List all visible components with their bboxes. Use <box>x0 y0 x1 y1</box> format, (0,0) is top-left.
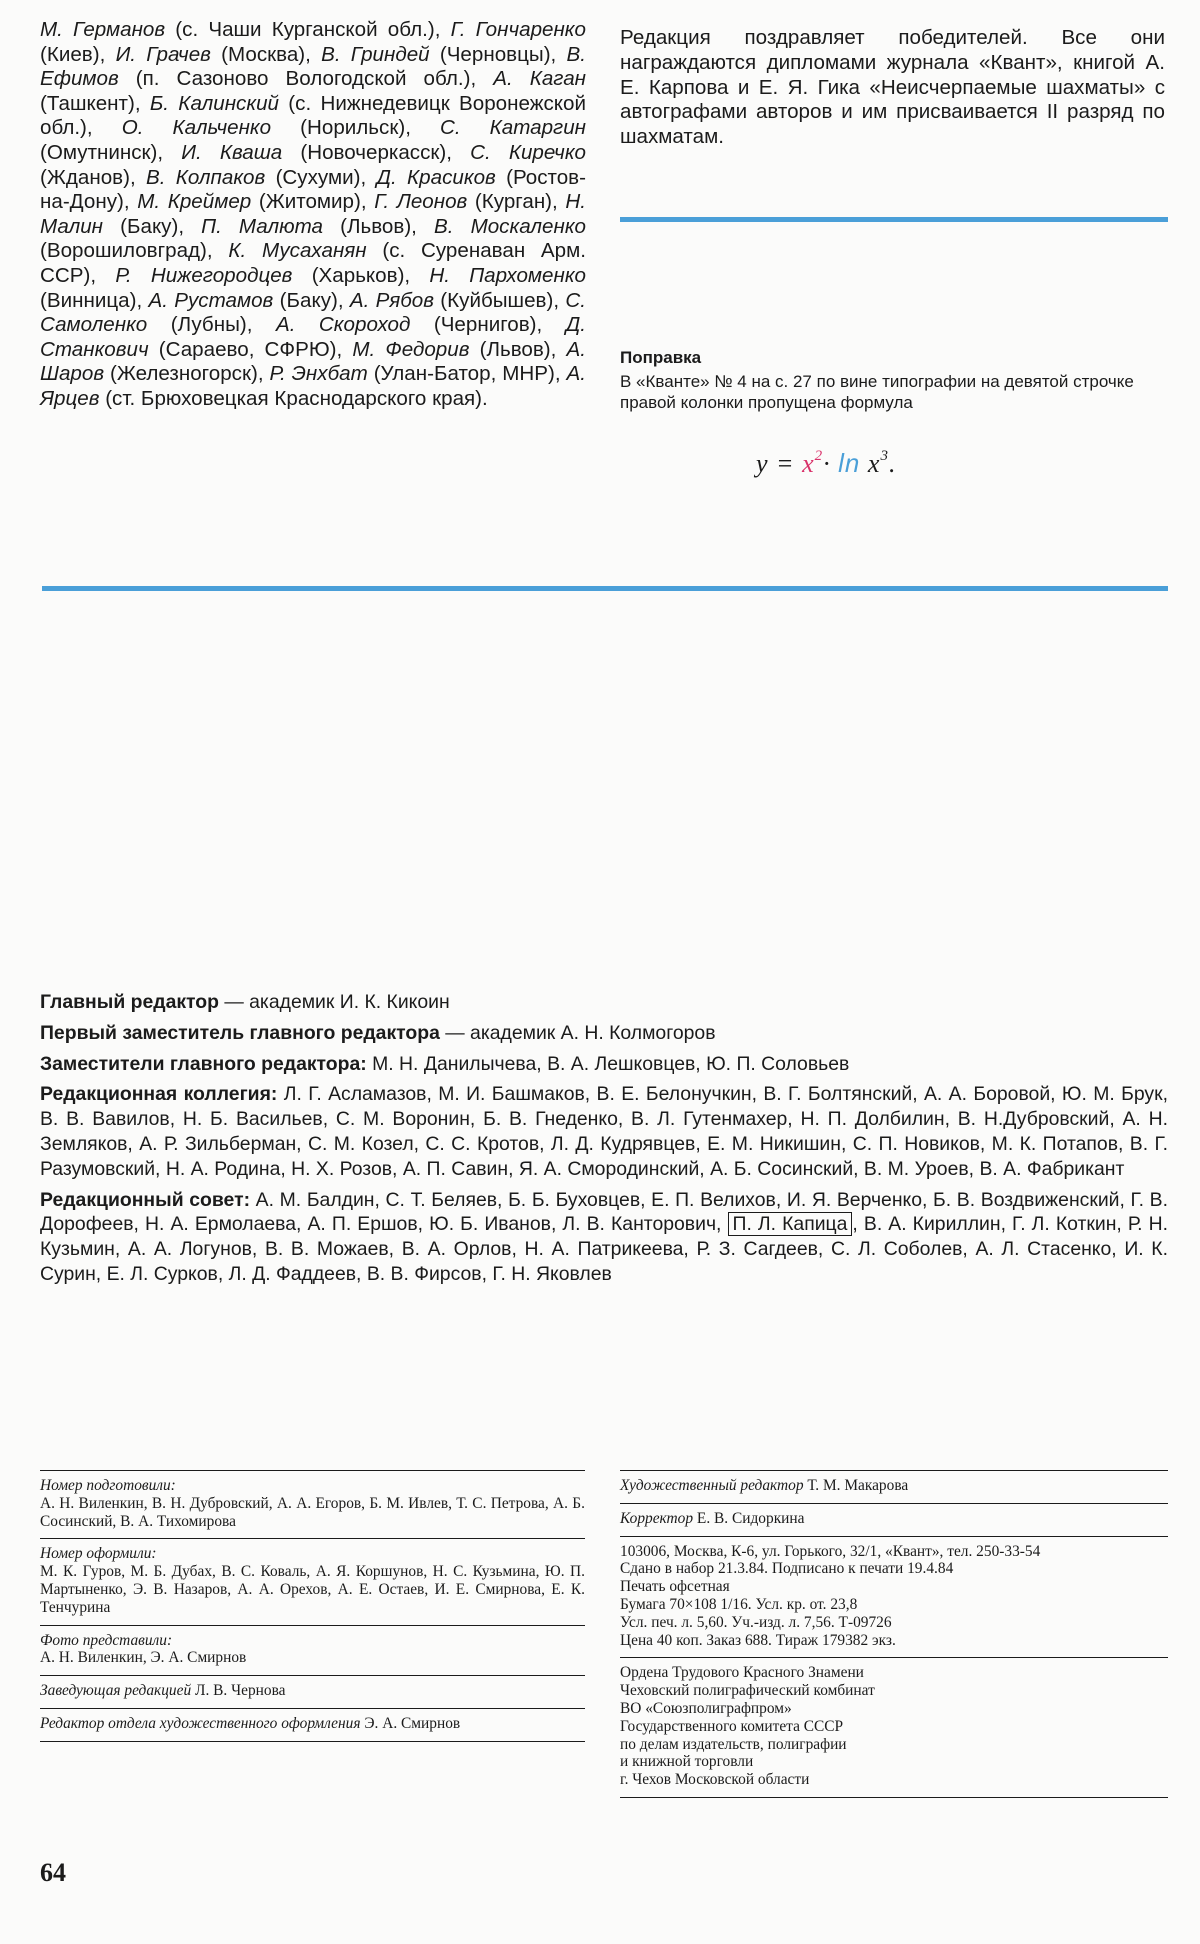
winner-name: И. Кваша <box>181 140 283 164</box>
winner-place: (Ворошиловград), <box>40 239 229 263</box>
credit-block <box>620 1536 1168 1658</box>
council-label: Редакционный совет: <box>40 1188 251 1211</box>
council-names-a: А. М. Балдин, С. Т. Беляев, Б. Б. Буховцев, Е. П. Велихов, И. Я. Верченко, Б. В. Воздвиженский, Г. В. Дорофеев, Н. А. Ермолаева, А. П. Ершов, Ю. Б. Иванов, Л. В. Канторович, <box>40 1188 1168 1236</box>
winner-name: Г. Леонов <box>374 190 468 214</box>
winner-place: (Норильск), <box>271 116 440 140</box>
formula-end: . <box>888 449 897 478</box>
credit-text: Ордена Трудового Красного Знамени Чеховский полиграфический комбинат ВО «Союзполиграфпром» Государственного комитета СССР по делам издательств, полиграфии и книжной торговли г. Чехов Московской области <box>620 1664 875 1789</box>
credit-label: Редактор отдела художественного оформления <box>40 1714 361 1732</box>
chief-name: — академик И. К. Кикоин <box>218 991 450 1013</box>
credit-text: А. Н. Виленкин, Э. А. Смирнов <box>40 1649 247 1667</box>
winner-place: (Сараево, СФРЮ), <box>148 337 353 361</box>
winner-place: (с. Суренаван Арм. ССР), <box>40 239 587 287</box>
council-boxed-name: П. Л. Капица <box>728 1212 853 1236</box>
first-deputy-name: — академик А. Н. Колмогоров <box>439 1021 716 1044</box>
winner-place: (Черновцы), <box>429 42 567 66</box>
correction-body: В «Кванте» № 4 на с. 27 по вине типографии на девятой строчке правой колонки пропущена формула <box>620 372 1134 412</box>
credit-label: Корректор <box>620 1509 694 1527</box>
winner-name: Д. Станкович <box>40 313 586 361</box>
winner-name: Р. Нижегородцев <box>115 263 293 287</box>
credit-block <box>40 1470 585 1538</box>
chief-editor <box>40 990 1168 1015</box>
winner-place: (Сухуми), <box>265 165 377 189</box>
winner-name: М. Германов <box>40 18 166 41</box>
page-number: 64 <box>40 1858 66 1887</box>
winner-place: (Омутнинск), <box>40 140 182 164</box>
winner-place: (Ташкент), <box>40 91 150 115</box>
council <box>40 1188 1168 1287</box>
winner-place: (Харьков), <box>292 263 430 287</box>
winner-name: С. Самоленко <box>40 288 586 337</box>
credit-block <box>620 1503 1168 1536</box>
winner-place: (п. Сазоново Вологодской обл.), <box>118 67 494 91</box>
credit-text: Е. В. Сидоркина <box>696 1509 805 1527</box>
winner-name: Д. Красиков <box>376 165 496 189</box>
winner-name: В. Ефимов <box>40 42 586 91</box>
winner-name: Б. Калинский <box>149 91 279 115</box>
winner-name: М. Креймер <box>137 190 252 214</box>
first-deputy <box>40 1021 1168 1046</box>
deputies <box>40 1052 1168 1077</box>
winner-name: М. Федорив <box>352 337 470 361</box>
winner-place: (Львов), <box>469 337 567 361</box>
formula-exp1: 2 <box>814 448 824 464</box>
formula-ln: ln <box>838 448 861 478</box>
credits-left <box>40 1470 585 1742</box>
collegium-names: Л. Г. Асламазов, М. И. Башмаков, В. Е. Белонучкин, В. Г. Болтянский, А. А. Боровой, Ю. М. Брук, В. В. Вавилов, Н. Б. Васильев, С. М. Воронин, Б. В. Гнеденко, В. Л. Гутенмахер, Н. П. Долбилин, В. Н.Дубровский, А. Н. Земляков, А. Р. Зильберман, С. М. Козел, С. С. Кротов, Л. Д. Кудрявцев, Е. М. Никишин, С. П. Новиков, М. К. Потапов, В. Г. Разумовский, Н. А. Родина, Н. Х. Розов, А. П. Савин, Я. А. Смородинский, А. Б. Сосинский, В. М. Уроев, В. А. Фабрикант <box>40 1083 1168 1180</box>
collegium-label: Редакционная коллегия: <box>40 1083 278 1106</box>
winner-place: (Львов), <box>323 214 435 238</box>
credit-block <box>620 1470 1168 1503</box>
winner-place: (ст. Брюховецкая Краснодарского края). <box>99 386 488 410</box>
formula-dot: · <box>823 449 831 478</box>
credit-block <box>40 1675 585 1708</box>
credit-text: Т. М. Макарова <box>807 1477 909 1494</box>
formula-exp2: 3 <box>880 448 889 464</box>
credit-text: А. Н. Виленкин, В. Н. Дубровский, А. А. Егоров, Б. М. Ивлев, Т. С. Петрова, А. Б. Сосинский, В. А. Тихомирова <box>40 1494 585 1530</box>
winner-name: О. Кальченко <box>121 116 272 140</box>
winner-name: А. Рябов <box>349 288 434 312</box>
congratulations-text: Редакция поздравляет победителей. Все они награждаются дипломами журнала «Квант», книгой А. Е. Карпова и Е. Я. Гика «Неисчерпаемые шахматы» с автографами авторов и им присваивается II разряд по шахматам. <box>620 26 1165 149</box>
winner-name: Р. Энхбат <box>269 362 368 386</box>
winner-place: (Улан-Батор, МНР), <box>367 362 567 386</box>
credit-label: Номер подготовили: <box>40 1477 176 1494</box>
winner-name: С. Киречко <box>470 140 586 164</box>
winner-name: Г. Гончаренко <box>450 18 586 41</box>
winner-name: А. Скороход <box>275 313 411 337</box>
credit-text: Э. А. Смирнов <box>364 1714 461 1732</box>
winner-name: А. Каган <box>493 67 587 91</box>
credit-text: Л. В. Чернова <box>195 1682 286 1700</box>
winner-place: (Железногорск), <box>104 362 270 386</box>
winner-place: (Киев), <box>40 42 116 66</box>
credit-block <box>620 1657 1168 1798</box>
credit-label: Художественный редактор <box>620 1477 804 1494</box>
winner-name: Н. Малин <box>40 190 586 238</box>
credit-block <box>40 1538 585 1624</box>
deputies-names: М. Н. Данилычева, В. А. Лешковцев, Ю. П. Соловьев <box>366 1052 850 1075</box>
winner-place: (Ростов-на-Дону), <box>40 165 586 214</box>
credit-text: 103006, Москва, К-6, ул. Горького, 32/1, «Квант», тел. 250-33-54 Сдано в набор 21.3.84. Подписано к печати 19.4.84 Печать офсетная Бумага 70×108 1/16. Усл. кр. от. 23,8 Усл. печ. л. 5,60. Уч.-изд. л. 7,56. Т-09726 Цена 40 коп. Заказ 688. Тираж 179382 экз. <box>620 1542 1041 1649</box>
formula-lhs: y = <box>756 449 795 478</box>
deputies-label: Заместители главного редактора: <box>40 1052 367 1075</box>
correction-title: Поправка <box>620 348 702 367</box>
winner-name: В. Гриндей <box>321 42 430 66</box>
council-names-b: , В. А. Кириллин, Г. Л. Коткин, Р. Н. Кузьмин, А. А. Логунов, В. В. Можаев, В. А. Орлов, Н. А. Патрикеева, Р. З. Сагдеев, С. Л. Соболев, А. Л. Стасенко, И. К. Сурин, Е. Л. Сурков, Л. Д. Фаддеев, В. В. Фирсов, Г. Н. Яковлев <box>40 1213 1168 1285</box>
winner-name: В. Колпаков <box>146 165 266 189</box>
collegium <box>40 1082 1168 1181</box>
credit-label: Фото представили: <box>40 1631 173 1649</box>
winner-place: (Баку), <box>273 288 350 312</box>
credits-right <box>620 1470 1168 1798</box>
chief-label: Главный редактор <box>40 991 219 1013</box>
winner-place: (Новочеркасск), <box>282 140 471 164</box>
formula-x: x <box>802 449 815 478</box>
winner-place: (Лубны), <box>147 313 276 337</box>
credit-label: Номер оформили: <box>40 1545 157 1563</box>
correction-formula <box>756 448 896 479</box>
winner-place: (Жданов), <box>40 165 147 189</box>
blue-divider-full <box>42 586 1168 591</box>
credit-block <box>40 1625 585 1676</box>
winner-name: И. Грачев <box>115 42 211 66</box>
winner-place: (с. Нижнедевицк Воронежской обл.), <box>40 91 586 140</box>
winner-name: А. Шаров <box>40 337 586 386</box>
winner-name: А. Ярцев <box>40 362 586 410</box>
winner-place: (Житомир), <box>251 190 375 214</box>
winner-place: (Винница), <box>40 288 149 312</box>
winner-name: А. Рустамов <box>148 288 274 312</box>
winner-place: (Чернигов), <box>410 313 566 337</box>
winners-list <box>40 18 586 412</box>
winner-place: (с. Чаши Курганской обл.), <box>165 18 451 41</box>
first-deputy-label: Первый заместитель главного редактора <box>40 1021 440 1044</box>
winner-place: (Курган), <box>467 190 566 214</box>
winner-name: С. Катаргин <box>439 116 586 140</box>
editorial-board <box>40 990 1168 1293</box>
winner-place: (Куйбышев), <box>433 288 566 312</box>
formula-x2: x <box>867 449 881 478</box>
correction-note <box>620 348 1168 413</box>
credit-label: Заведующая редакцией <box>40 1682 192 1700</box>
winner-name: В. Москаленко <box>434 214 587 238</box>
winner-name: К. Мусаханян <box>228 239 367 263</box>
winner-name: Н. Пархоменко <box>429 263 587 287</box>
winner-place: (Баку), <box>103 214 202 238</box>
credit-block <box>40 1708 585 1742</box>
blue-divider-right <box>620 217 1168 222</box>
winner-name: П. Малюта <box>201 214 324 238</box>
winner-place: (Москва), <box>210 42 322 66</box>
credit-text: М. К. Гуров, М. Б. Дубах, В. С. Коваль, А. Я. Коршунов, Н. С. Кузьмина, Ю. П. Мартыненко, Э. В. Назаров, А. А. Орехов, А. Е. Остаев, И. Е. Смирнова, Е. К. Тенчурина <box>40 1563 585 1616</box>
